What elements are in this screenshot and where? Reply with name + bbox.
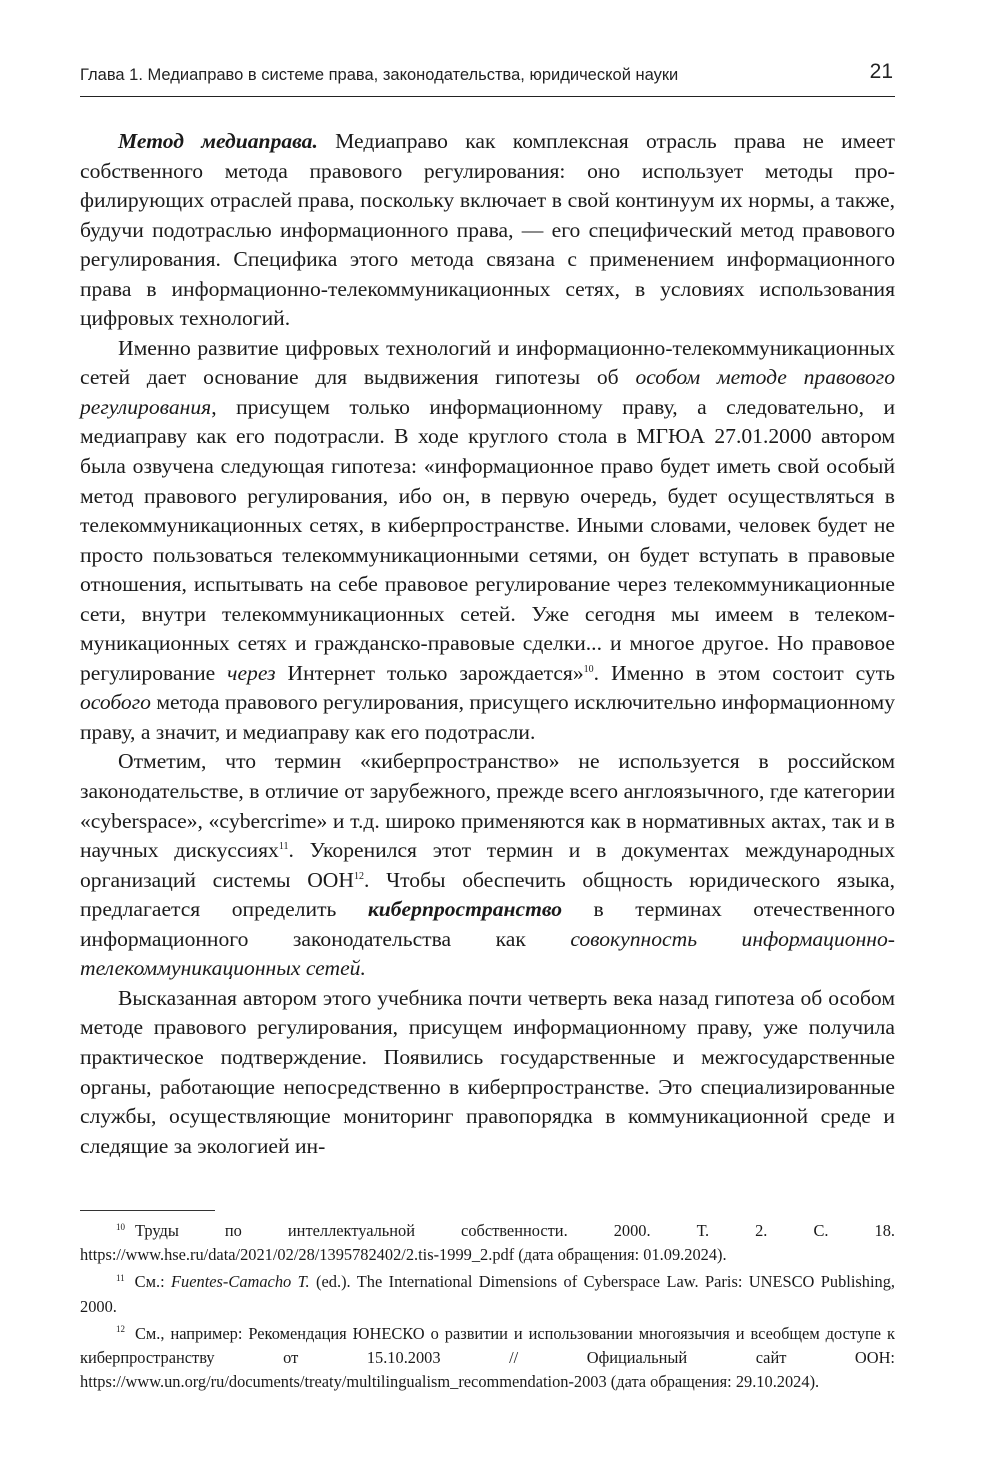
running-header: [80, 62, 895, 97]
chapter-title: Глава 1. Медиаправо в системе права, законодательства, юридической науки: [80, 66, 679, 84]
page-number: 21: [869, 60, 893, 83]
footnote-11: $^{11}$ См.: Fuentes-Camacho T. (ed.). The International Dimensions of Cyberspace Law. Paris: UNESCO Publishing, 2000.: [80, 1272, 895, 1316]
footnotes: [80, 1219, 895, 1397]
paragraph-cyberspace: Отметим, что термин «киберпространство» не используется в российском законодательстве, в отличие от зарубежного, прежде всего англоязычного, где категории «cyberspace», «cybercrime» и т.д. широко применяются как в нормативных актах, так и в научных дискуссиях$^{11}$. Укоренился этот термин и в документах международных организаций системы ООН$^{12}$. Чтобы обеспечить общность юридического языка, предлагается определить киберпространство в терминах отечественного информационного законодательства как совокупность информационно-телекоммуникационных сетей.: [80, 749, 895, 981]
footnote-12: $^{12}$ См., например: Рекомендация ЮНЕСКО о развитии и использовании многоязычия и всеобщем доступе к киберпространству от 15.10.2003 // Официальный сайт ООН: https://www.un.org/ru/documents/treaty/multilingualism_recommendation-2003 (дата обращения: 29.10.2024).: [80, 1323, 895, 1392]
footnote-divider: [80, 1210, 215, 1211]
footnote-ref-10[interactable]: 10: [583, 663, 594, 675]
paragraph-hypothesis: Именно развитие цифровых технологий и информационно-телекоммуникационных сетей дает основание для выдвижения гипотезы об особом методе правового регулирования, присущем только информационному праву, а следовательно, и медиаправу как его подотрасли. В ходе круглого стола в МГЮА 27.01.2000 автором была озвучена следующая гипотеза: «информационное право будет иметь свой особый метод правового регулирования, ибо он, в первую очередь, будет осуществляться в телекоммуникационных сетях, в киберпространстве. Иными словами, человек будет не просто пользоваться телекоммуникационными сетями, он будет вступать в правовые отношения, испытывать на себе правовое регулирование через телекоммуникационные сети, внутри телекоммуникационных сетей. Уже сегодня мы имеем в телекоммуникационных сетях и гражданско-правовые сделки... и многое другое. Но правовое регулирование через Интернет только зарождается»$^{10}$. Именно в этом состоит суть особого метода правового регулирования, присущего исключительно информационному праву, а значит, и медиаправу как его подотрасли.: [80, 335, 896, 744]
paragraph-method: Метод медиаправа. Медиаправо как комплексная отрасль права не имеет собственного метода правового регулирования: оно использует методы профилирующих отраслей права, поскольку включает в свой континуум их нормы, а также, будучи подотраслью информационного права, — его специфический метод правового регулирования. Специфика этого метода связана с применением информационного права в информационно-телекоммуникационных сетях, в условиях использования цифровых технологий.: [80, 129, 895, 331]
term-definition: киберпространство: [367, 897, 563, 922]
footnote-ref-11[interactable]: 11: [278, 840, 289, 852]
section-heading: Метод медиаправа.: [118, 129, 318, 153]
main-text: [80, 127, 895, 1161]
paragraph-confirmation: Высказанная автором этого учебника почти четверть века назад гипотеза об особом методе правового регулирования, присущем информационному праву, уже получила практическое подтверждение. Появились государственные и межгосударственные органы, работающие непосредственно в киберпространстве. Это специализированные службы, осуществляющие мониторинг правопорядка в коммуникационной среде и следящие за экологией ин-: [80, 985, 895, 1158]
footnote-10: $^{10}$ Труды по интеллектуальной собственности. 2000. Т. 2. С. 18. https://www.hse.ru/data/2021/02/28/1395782402/2.tis-1999_2.pdf (дата обращения: 01.09.2024).: [80, 1221, 895, 1265]
footnote-ref-12[interactable]: 12: [354, 870, 364, 882]
